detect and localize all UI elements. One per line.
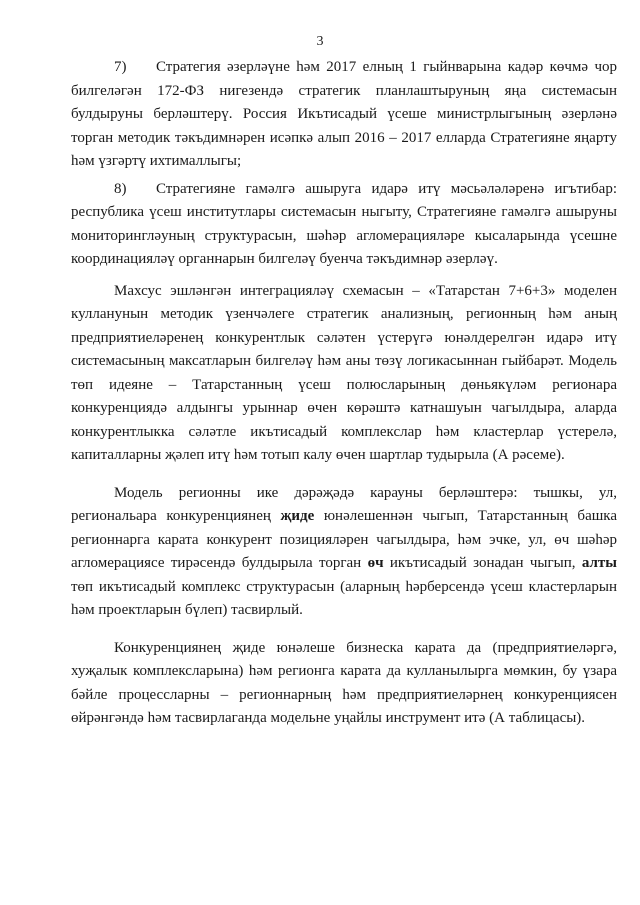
list-item-7 — [71, 56, 617, 174]
paragraph-text: Конкуренциянең җиде юнәлеше бизнеска карата да (предприятиеләргә, хуҗалык комплексларына) һәм регионга карата да кулланылырга мөмкин, бу үзара бәйле процессларны – регионнарның һәм предприятиеләрнең конкуренциясен өйрәнгәндә һәм тасвирлаганда модельне уңайлы инструмент итә (А таблицасы). — [71, 639, 617, 726]
paragraph-model-method — [71, 280, 617, 468]
paragraph-text: Махсус эшләнгән интеграцияләү схемасын – «Татарстан 7+6+3» моделен кулланунын методик үзенчәлеге стратегик анализның, регионның һәм аның предприятиеләренең конкурентлык сәләтен үстерүгә юнәлдерелгән идарә итү системасының максатларын билгеләү һәм аны төзү логикасыннан гыйбарәт. Модель төп идеяне – Татарстанның үсеш полюсларының дөньякүләм регионара конкуренциядә алдынгы урыннар өчен көрәштә катнашуын чагылдыра, аларда конкурентлыкка сәләтле икътисадый комплекслар һәм кластерлар үстерелә, капиталларны җәлеп итү һәм тотып калу өчен шартлар тудырыла (А рәсеме). — [71, 282, 617, 463]
list-number: 7) — [114, 59, 127, 75]
document-body — [71, 56, 617, 731]
bold-term: өч — [367, 555, 384, 571]
paragraph-text-part: юнәлешеннән чыгып, Татарстанның башка регионнарга карата конкурент позицияләрен чагылдыра, һәм эчке, ул, өч шәһәр агломерациясе тирәсендә булдырыла торган — [71, 508, 617, 571]
page-number: 3 — [316, 34, 324, 49]
list-item-8 — [71, 178, 617, 272]
paragraph-competition — [71, 637, 617, 731]
paragraph-text-part: төп икътисадый комплекс структурасын (аларның һәрберсендә үсеш кластерларын һәм проектларын бүлеп) тасвирлый. — [71, 578, 617, 618]
paragraph-text-part: икътисадый зонадан чыгып, — [383, 555, 582, 571]
list-item-text: Стратегия әзерләүне һәм 2017 елның 1 гыйнварына кадәр көчмә чор билгеләгән 172-ФЗ нигезендә стратегик планлаштыруның яңа системасын булдыруны берләштерү. Россия Икътисадый үсеше министрлыгының әзерләнә торган методик тәкъдимнәрен исәпкә алып 2016 – 2017 елларда Стратегияне яңарту һәм үзгәртү ихтималлыгы; — [71, 59, 617, 169]
list-number: 8) — [114, 180, 127, 197]
list-item-text: Стратегияне гамәлгә ашыруга идарә итү мәсьәләләренә игътибар: республика үсеш институтлары системасын ныгыту, Стратегияне гамәлгә ашыруны мониторингләуның структурасын, шәһәр агломерацияләре кысаларында үсешне координацияләү органнарын билгеләү буенча тәкъдимнәр әзерләү. — [71, 180, 617, 267]
bold-term: алты — [581, 555, 618, 571]
bold-term: җиде — [280, 508, 315, 524]
paragraph-text-part: Модель регионны ике дәрәҗәдә карауны берләштерә: тышкы, ул, региональара конкуренциянең — [71, 484, 617, 524]
paragraph-model-levels — [71, 482, 617, 623]
